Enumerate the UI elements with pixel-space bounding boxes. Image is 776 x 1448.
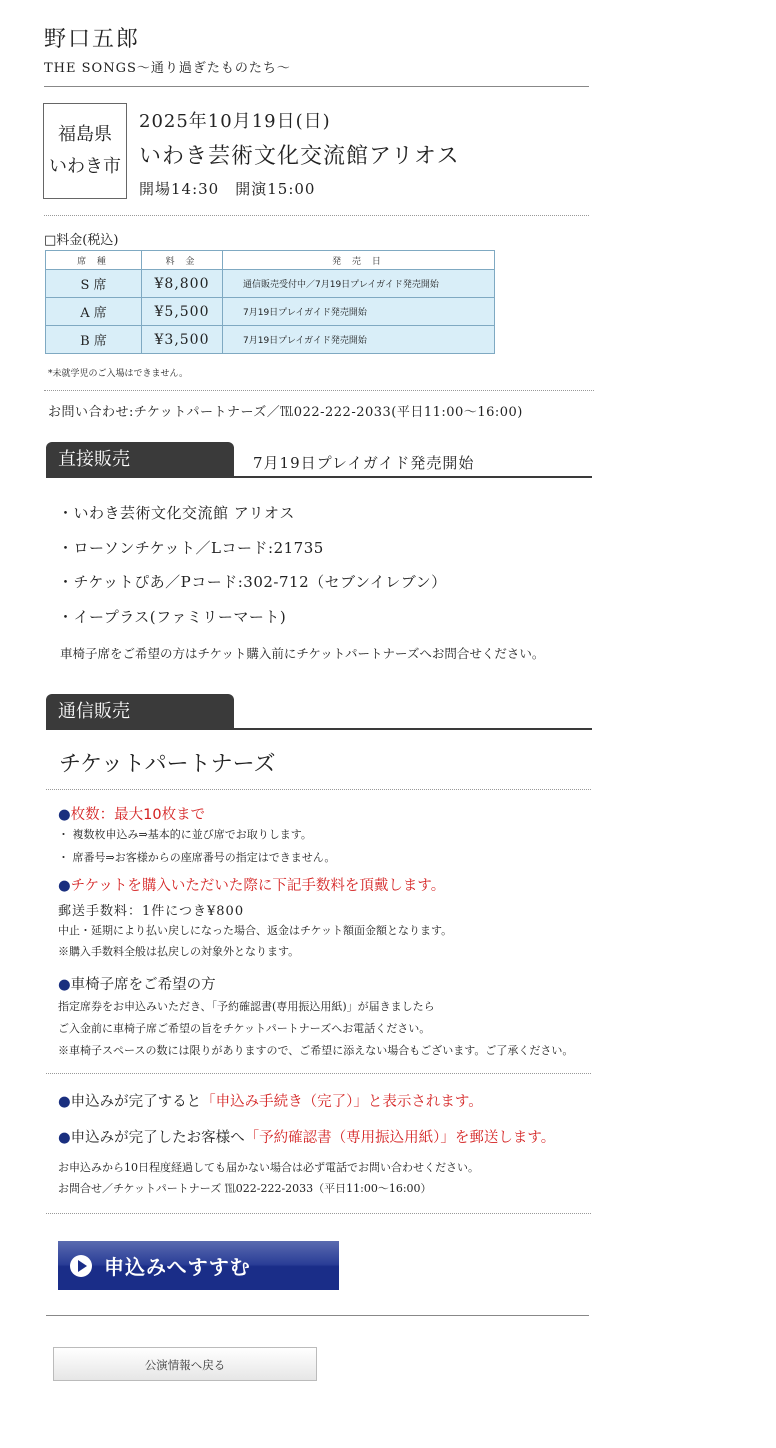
apply-button[interactable] xyxy=(58,1241,339,1290)
divider xyxy=(46,789,591,790)
bullet-icon: ● xyxy=(58,1094,71,1110)
wheelchair-heading: ●車椅子席をご希望の方 xyxy=(58,977,216,993)
location-box xyxy=(43,103,127,199)
direct-sales-start: 7月19日プレイガイド発売開始 xyxy=(253,454,475,472)
divider xyxy=(44,215,589,216)
complete-note-1: ●申込みが完了すると「申込み手続き（完了）」と表示されます。 xyxy=(58,1094,483,1110)
complete-note-2: ●申込みが完了したお客様へ「予約確認書（専用振込用紙）」を郵送します。 xyxy=(58,1130,556,1146)
bullet-icon: ● xyxy=(58,977,71,993)
tour-title: THE SONGS～通り過ぎたものたち～ xyxy=(44,61,291,76)
list-item: ・いわき芸術文化交流館 アリオス xyxy=(58,504,295,522)
table-row xyxy=(46,326,495,354)
bullet-icon: ● xyxy=(58,1130,71,1146)
limit-line: ・ 複数枚申込み⇒基本的に並び席でお取りします。 xyxy=(58,828,312,841)
price-heading: □料金(税込) xyxy=(44,233,119,248)
seat-price: ¥5,500 xyxy=(142,298,223,326)
direct-sales-tab: 直接販売 xyxy=(46,442,234,476)
event-date: 2025年10月19日(日) xyxy=(139,111,331,132)
back-button[interactable]: 公演情報へ戻る xyxy=(53,1347,317,1381)
seat-type: A 席 xyxy=(46,298,142,326)
table-row xyxy=(46,270,495,298)
list-item: ・ローソンチケット／Lコード:21735 xyxy=(58,539,324,557)
contact-info: お問い合わせ:チケットパートナーズ／℡022-222-2033(平日11:00～16:00) xyxy=(48,405,523,420)
event-venue: いわき芸術文化交流館アリオス xyxy=(139,144,460,169)
sale-info: 7月19日プレイガイド発売開始 xyxy=(223,298,495,326)
col-sale: 発 売 日 xyxy=(223,251,495,270)
child-note: *未就学児のご入場はできません。 xyxy=(48,369,189,379)
mail-sales-tab: 通信販売 xyxy=(46,694,234,728)
col-amount: 料 金 xyxy=(142,251,223,270)
limit-line: ・ 席番号⇒お客様からの座席番号の指定はできません。 xyxy=(58,851,336,864)
city: いわき市 xyxy=(49,156,121,177)
table-row xyxy=(46,298,495,326)
fee-line: 郵送手数料：1件につき¥800 xyxy=(58,904,245,919)
event-times: 開場14:30 開演15:00 xyxy=(139,180,316,198)
sale-info: 通信販売受付中／7月19日プレイガイド発売開始 xyxy=(223,270,495,298)
divider xyxy=(46,1073,591,1074)
apply-button-label: 申込みへすすむ xyxy=(104,1255,251,1279)
vendor-title: チケットパートナーズ xyxy=(59,752,276,777)
artist-name: 野口五郎 xyxy=(44,27,141,52)
limit-heading: ●枚数：最大10枚まで xyxy=(58,807,206,823)
col-seat: 席 種 xyxy=(46,251,142,270)
divider xyxy=(46,1213,591,1214)
divider xyxy=(44,390,594,391)
final-line: お問合せ／チケットパートナーズ ℡022-222-2033（平日11:00～16:00） xyxy=(58,1182,432,1195)
seat-price: ¥3,500 xyxy=(142,326,223,354)
seat-price: ¥8,800 xyxy=(142,270,223,298)
play-icon xyxy=(70,1255,92,1277)
wheelchair-line: ※車椅子スペースの数には限りがありますので、ご希望に添えない場合もございます。ご了承ください。 xyxy=(58,1044,574,1057)
divider xyxy=(46,1315,589,1316)
fee-line: ※購入手数料全般は払戻しの対象外となります。 xyxy=(58,945,300,958)
section-rule xyxy=(46,728,592,730)
wheelchair-note: 車椅子席をご希望の方はチケット購入前にチケットパートナーズへお問合せください。 xyxy=(60,646,545,661)
section-rule xyxy=(46,476,592,478)
price-table xyxy=(45,250,495,354)
wheelchair-line: ご入金前に車椅子席ご希望の旨をチケットパートナーズへお電話ください。 xyxy=(58,1022,431,1035)
wheelchair-line: 指定席券をお申込みいただき、「予約確認書(専用振込用紙)」が届きましたら xyxy=(58,1000,435,1013)
fee-line: 中止・延期により払い戻しになった場合、返金はチケット額面金額となります。 xyxy=(58,924,453,937)
divider xyxy=(44,86,589,87)
bullet-icon: ● xyxy=(58,878,71,894)
seat-type: B 席 xyxy=(46,326,142,354)
list-item: ・チケットぴあ／Pコード:302-712（セブンイレブン） xyxy=(58,573,447,591)
prefecture: 福島県 xyxy=(58,124,112,145)
bullet-icon: ● xyxy=(58,807,71,823)
final-line: お申込みから10日程度経過しても届かない場合は必ず電話でお問い合わせください。 xyxy=(58,1161,479,1174)
fee-heading: ●チケットを購入いただいた際に下記手数料を頂戴します。 xyxy=(58,878,446,894)
seat-type: S 席 xyxy=(46,270,142,298)
list-item: ・イープラス(ファミリーマート) xyxy=(58,608,287,626)
sale-info: 7月19日プレイガイド発売開始 xyxy=(223,326,495,354)
